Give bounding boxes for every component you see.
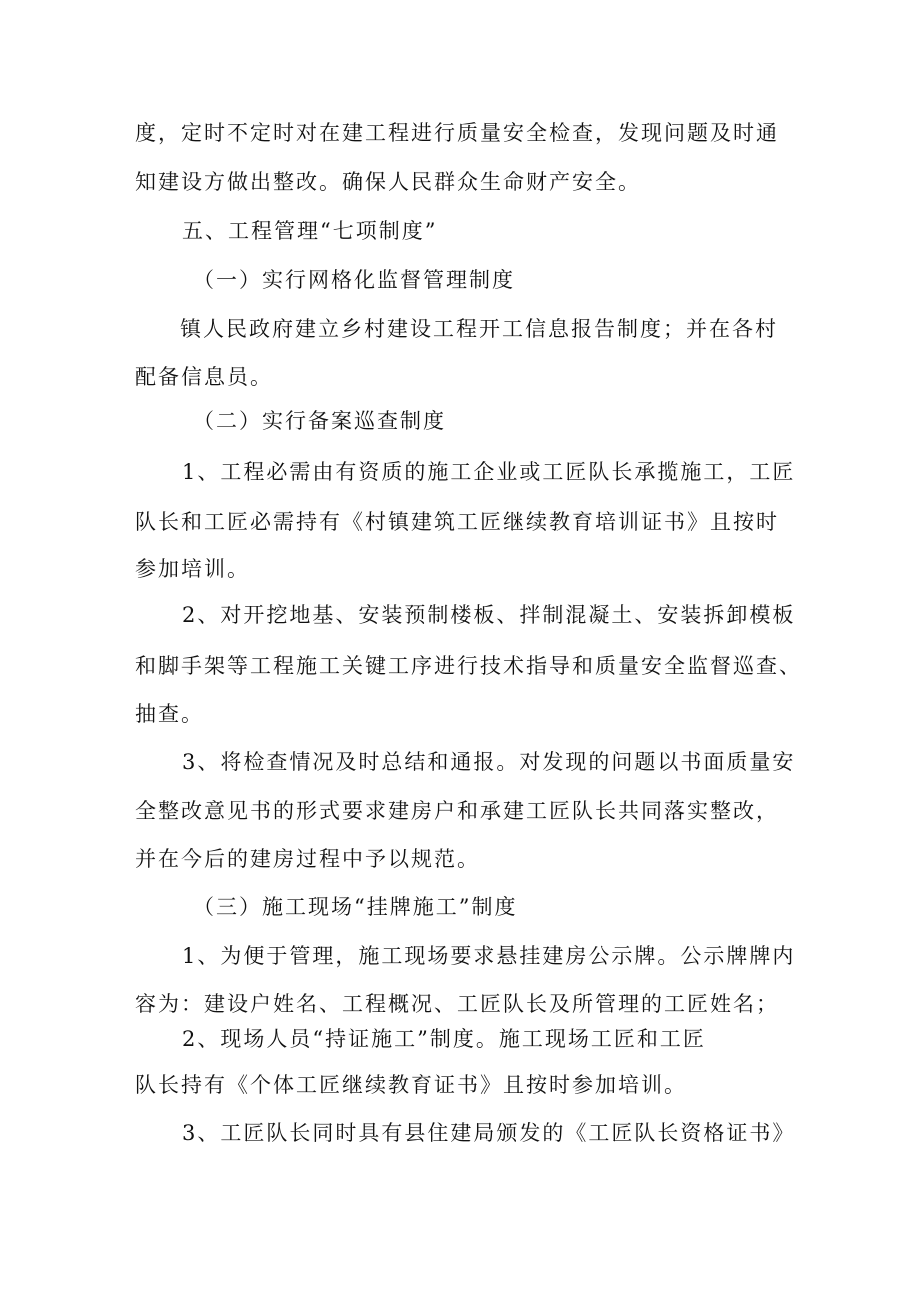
paragraph-line: 全整改意见书的形式要求建房户和承建工匠队长共同落实整改， — [135, 799, 779, 823]
paragraph-line: 2、对开挖地基、安装预制楼板、拌制混凝土、安装拆卸模板 — [182, 603, 796, 627]
paragraph-line: 参加培训。 — [135, 557, 250, 581]
paragraph-line: 配备信息员。 — [135, 365, 273, 389]
paragraph-line: 度，定时不定时对在建工程进行质量安全检查，发现问题及时通 — [135, 121, 779, 145]
paragraph-line: 1、为便于管理，施工现场要求悬挂建房公示牌。公示牌牌内 — [182, 944, 796, 968]
subsection-heading: （二）实行备案巡查制度 — [193, 409, 446, 433]
paragraph-line: 镇人民政府建立乡村建设工程开工信息报告制度；并在各村 — [180, 317, 778, 341]
paragraph-line: 和脚手架等工程施工关键工序进行技术指导和质量安全监督巡查、 — [135, 654, 802, 678]
paragraph-line: 1、工程必需由有资质的施工企业或工匠队长承揽施工，工匠 — [182, 460, 796, 484]
subsection-heading: （一）实行网格化监督管理制度 — [193, 268, 515, 292]
paragraph-line: 队长和工匠必需持有《村镇建筑工匠继续教育培训证书》且按时 — [135, 510, 779, 534]
section-heading: 五、工程管理“七项制度” — [182, 219, 438, 243]
paragraph-line: 并在今后的建房过程中予以规范。 — [135, 847, 480, 871]
paragraph-line: 抽查。 — [135, 702, 204, 726]
paragraph-line: 队长持有《个体工匠继续教育证书》且按时参加培训。 — [135, 1073, 687, 1097]
paragraph-line: 3、将检查情况及时总结和通报。对发现的问题以书面质量安 — [182, 750, 796, 774]
paragraph-line: 容为：建设户姓名、工程概况、工匠队长及所管理的工匠姓名； — [135, 992, 779, 1016]
subsection-heading: （三）施工现场“挂牌施工”制度 — [193, 895, 518, 919]
paragraph-line: 2、现场人员“持证施工”制度。施工现场工匠和工匠 — [182, 1027, 706, 1051]
paragraph-line: 3、工匠队长同时具有县住建局颁发的《工匠队长资格证书》 — [182, 1121, 796, 1145]
paragraph-line: 知建设方做出整改。确保人民群众生命财产安全。 — [135, 170, 641, 194]
